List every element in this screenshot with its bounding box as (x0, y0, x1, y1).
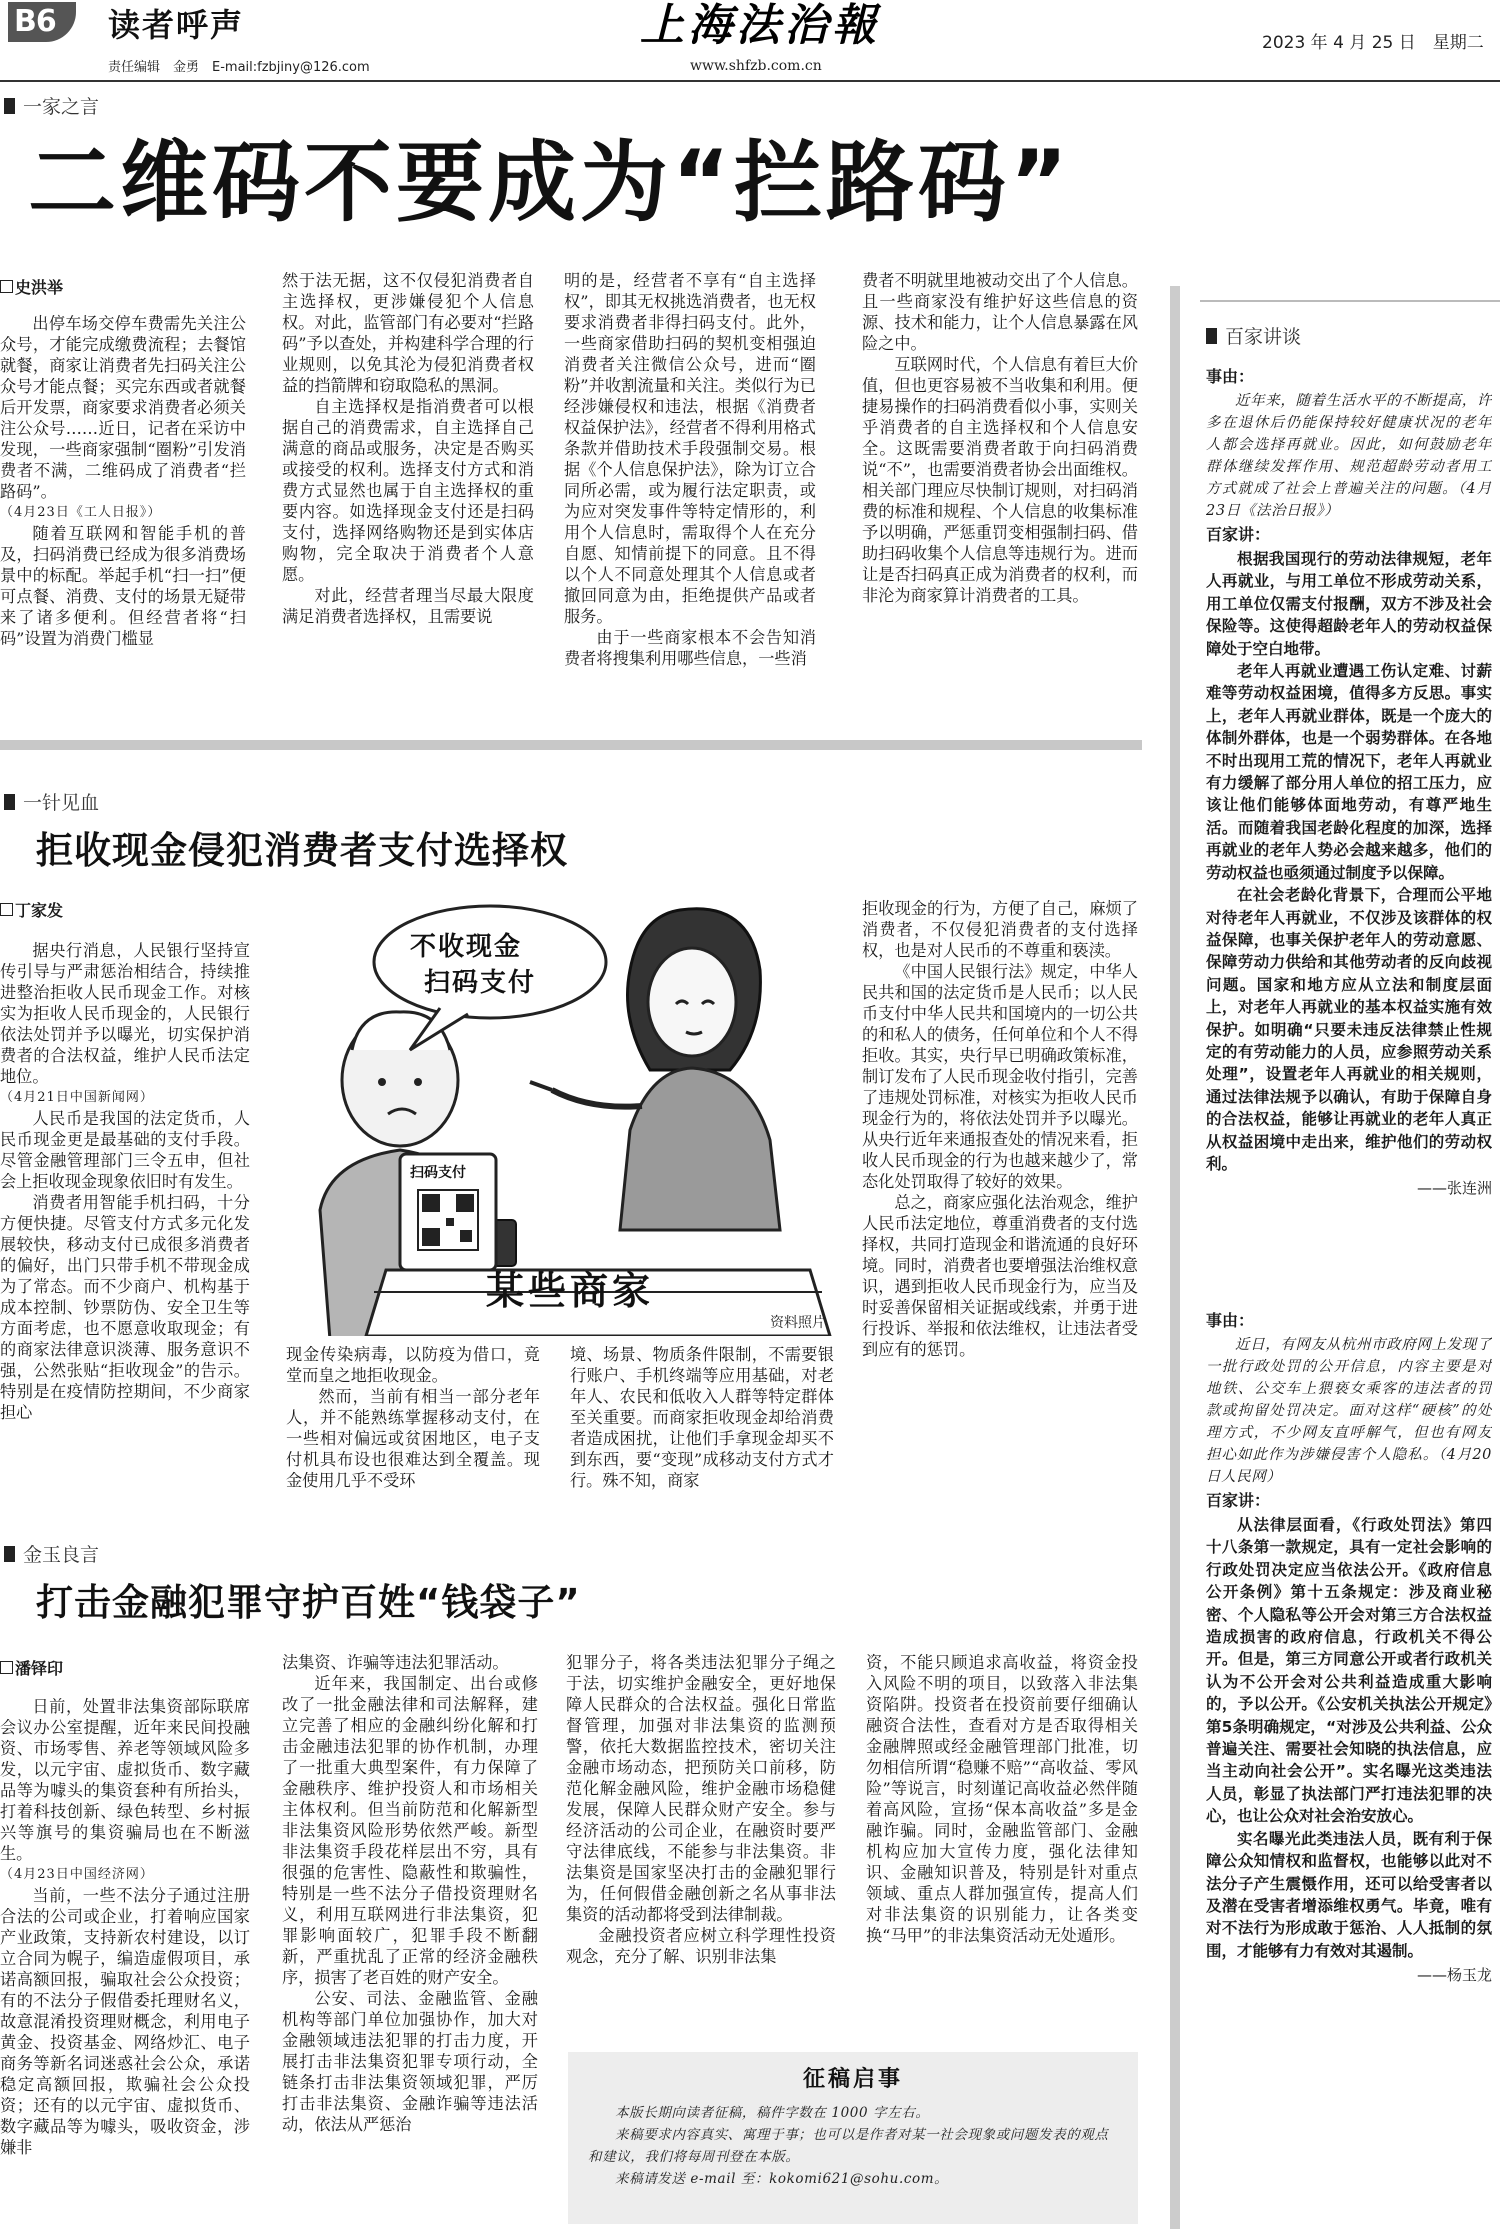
article3-col1: 日前，处置非法集资部际联席会议办公室提醒，近年来民间投融资、市场零售、养老等领域风险多发，以元宇宙、虚拟货币、数字藏品等为噱头的集资套种有所抬头，打着科技创新、绿色转型、乡村振兴等旗号的集资骗局也在不断滋生。 （4月23日中国经济网） 当前，一些不法分子通过注册合法的公司或企业，打着响应国家产业政策，支持新农村建设，以订立合同为幌子，编造虚假项目，承诺高额回报，骗取社会公众投资；有的不法分子假借委托理财名义，故意混淆投资理财概念，利用电子黄金、投资基金、网络炒汇、电子商务等新名词迷惑社会公众，承诺稳定高额回报，欺骗社会公众投资；还有的以元宇宙、虚拟货币、数字藏品等为噱头，吸收资金，涉嫌非 (0, 1697, 250, 2157)
section-divider-1 (0, 740, 1142, 750)
cartoon-caption: 资料照片 (770, 1315, 826, 1331)
article3-col3: 犯罪分子，将各类违法犯罪分子绳之于法，切实维护金融安全，更好地保障人民群众的合法权益。强化日常监督管理，加强对非法集资的监测预警，依托大数据监控技术，密切关注金融市场动态，把预防关口前移，防范化解金融风险，维护金融市场稳健发展，保障人民群众财产安全。参与经济活动的公司企业，在融资时要严守法律底线，不能参与非法集资。非法集资是国家坚决打击的金融犯罪行为，任何假借金融创新之名从事非法集资的活动都将受到法律制裁。 金融投资者应树立科学理性投资观念，充分了解、识别非法集 (566, 1653, 836, 1966)
cartoon-bubble-line1: 不收现金 (410, 932, 523, 962)
section-title: 读者呼声 (108, 6, 245, 44)
article1-headline: 二维码不要成为“拦路码” (28, 131, 1072, 234)
section-label-2: 一针见血 (4, 788, 99, 815)
section-label-3: 金玉良言 (4, 1540, 99, 1567)
article2-col3: 境、场景、物质条件限制，不需要银行账户、手机终端等应用基础，对老年人、农民和低收入人群等特定群体至关重要。而商家拒收现金却给消费者造成困扰，让他们手拿现金却买不到东西，要“变现”成移动支付方式才行。殊不知，商家 (570, 1345, 834, 1490)
cartoon-qr-sign: 扫码支付 (410, 1165, 466, 1181)
article3-col4: 资，不能只顾追求高收益，将资金投入风险不明的项目，以致落入非法集资陷阱。投资者在投资前要仔细确认融资合法性，查看对方是否取得相关金融牌照或经金融管理部门批准，切勿相信所谓“稳赚不赔”“高收益、零风险”等说言，时刻谨记高收益必然伴随着高风险，宣扬“保本高收益”多是金融诈骗。同时，金融监管部门、金融机构应加大宣传力度，强化法律知识、金融知识普及，特别是针对重点领域、重点人群加强宣传，提高人们对非法集资的识别能力，让各类变换“马甲”的非法集资活动无处遁形。 (866, 1653, 1138, 1945)
call-for-papers-body: 本版长期向读者征稿，稿件字数在 1000 字左右。 来稿要求内容真实、寓理于事；也可以是作者对某一社会现象或问题发表的观点和建议，我们将每周刊登在本版。 来稿请发送 e-mail 至：kokomi621@sohu.com。 (588, 2105, 1109, 2187)
sidebar-item-2: 事由： 近日，有网友从杭州市政府网上发现了一批行政处罚的公开信息，内容主要是对地铁、公交车上猥亵女乘客的违法者的罚款或拘留处罚决定。面对这样“硬核”的处理方式，不少网友直呼解气，但也有网友担心如此作为涉嫌侵害个人隐私。（4月20日人民网） 百家讲： 从法律层面看，《行政处罚法》第四十八条第一款规定，具有一定社会影响的行政处罚决定应当依法公开。《政府信息公开条例》第十五条规定：涉及商业秘密、个人隐私等公开会对第三方合法权益造成损害的政府信息，行政机关不得公开。但是，第三方同意公开或者行政机关认为不公开会对公共利益造成重大影响的，予以公开。《公安机关执法公开规定》第5条明确规定，“对涉及公共利益、公众普遍关注、需要社会知晓的执法信息，应当主动向社会公开”。实名曝光这类违法人员，彰显了执法部门严打违法犯罪的决心，也让公众对社会治安放心。 实名曝光此类违法人员，既有利于保障公众知情权和监督权，也能够以此对不法分子产生震慑作用，还可以给受害者以及潜在受害者增添维权勇气。毕竟，唯有对不法行为形成敢于惩治、人人抵制的氛围，才能够有力有效对其遏制。 ——杨玉龙 (1206, 1311, 1492, 1985)
article3-byline: 潘铎印 (0, 1656, 63, 1679)
byline-box-icon (0, 280, 13, 293)
page-number: B6 (14, 4, 56, 39)
sidebar-label: 百家讲谈 (1206, 322, 1301, 349)
cartoon-counter-label: 某些商家 (486, 1269, 655, 1313)
cartoon-illustration (290, 900, 848, 1336)
masthead-rule (0, 80, 1500, 82)
article1-byline: 史洪举 (0, 275, 63, 298)
article1-col1: 出停车场交停车费需先关注公众号，才能完成缴费流程；去餐馆就餐，商家让消费者先扫码关注公众号才能点餐；买完东西或者就餐后开发票，商家要求消费者必须关注公众号……近日，记者在采访中发现，一些商家强制“圈粉”引发消费者不满，二维码成了消费者“拦路码”。 （4月23日《工人日报》） 随着互联网和智能手机的普及，扫码消费已经成为很多消费场景中的标配。举起手机“扫一扫”便可点餐、消费、支付的场景无疑带来了诸多便利。但经营者将“扫码”设置为消费门槛显 (0, 314, 246, 648)
article2-col2: 现金传染病毒，以防疫为借口，竟堂而皇之地拒收现金。 然而，当前有相当一部分老年人，并不能熟练掌握移动支付，在一些相对偏远或贫困地区，电子支付机具布设也很难达到全覆盖。现金使用几乎不受环 (286, 1345, 540, 1490)
article2-headline: 拒收现金侵犯消费者支付选择权 (36, 829, 568, 872)
label-square-icon (4, 98, 15, 114)
issue-date: 2023 年 4 月 25 日 星期二 (1262, 33, 1484, 53)
article2-col1: 据央行消息，人民银行坚持宣传引导与严肃惩治相结合，持续推进整治拒收人民币现金工作。对核实为拒收人民币现金的，人民银行依法处罚并予以曝光，切实保护消费者的合法权益，维护人民币法定地位。 （4月21日中国新闻网） 人民币是我国的法定货币，人民币现金更是最基础的支付手段。尽管金融管理部门三令五申，但社会上拒收现金现象依旧时有发生。 消费者用智能手机扫码，十分方便快捷。尽管支付方式多元化发展较快，移动支付已成很多消费者的偏好，出门只带手机不带现金成为了常态。而不少商户、机构基于成本控制、钞票防伪、安全卫生等方面考虑，也不愿意收取现金；有的商家法律意识淡薄、服务意识不强，公然张贴“拒收现金”的告示。特别是在疫情防控期间，不少商家担心 (0, 941, 250, 1422)
article1-col3: 明的是，经营者不享有“自主选择权”，即其无权挑选消费者，也无权要求消费者非得扫码支付。此外，一些商家借助扫码的契机变相强迫消费者关注微信公众号，进而“圈粉”并收割流量和关注。类似行为已经涉嫌侵权和违法，根据《消费者权益保护法》，经营者不得利用格式条款并借助技术手段强制交易。根据《个人信息保护法》，除为订立合同所必需，或为履行法定职责，或为应对突发事件等特定情形的，利用个人信息时，需取得个人在充分自愿、知情前提下的同意。且不得以个人不同意处理其个人信息或者撤回同意为由，拒绝提供产品或者服务。 由于一些商家根本不会告知消费者将搜集利用哪些信息，一些消 (564, 271, 816, 668)
sidebar-item-1: 事由： 近年来，随着生活水平的不断提高，许多在退休后仍能保持较好健康状况的老年人都会选择再就业。因此，如何鼓励老年群体继续发挥作用、规范超龄劳动者用工方式就成了社会上普遍关注的问题。（4月23日《法治日报》） 百家讲： 根据我国现行的劳动法律规短，老年人再就业，与用工单位不形成劳动关系，用工单位仅需支付报酬，双方不涉及社会保险等。这使得超龄老年人的劳动权益保障处于空白地带。 老年人再就业遭遇工伤认定难、讨薪难等劳动权益困境，值得多方反思。事实上，老年人再就业群体，既是一个庞大的体制外群体，也是一个弱势群体。在各地不时出现用工荒的情况下，老年人再就业有力缓解了部分用人单位的招工压力，应该让他们能够体面地劳动，有尊严地生活。而随着我国老龄化程度的加深，选择再就业的老年人势必会越来越多，他们的劳动权益也亟须通过制度予以保障。 在社会老龄化背景下，合理而公平地对待老年人再就业，不仅涉及该群体的权益保障，也事关保护老年人的劳动意愿、保障劳动力供给和其他劳动者的反向歧视问题。国家和地方应从立法和制度层面上，对老年人再就业的基本权益实施有效保护。如明确“只要未违反法律禁止性规定的有劳动能力的人员，应参照劳动关系处理”，设置老年人再就业的相关规则，通过法律法规予以确认，有助于保障自身的合法权益，能够让再就业的老年人真正从权益困境中走出来，维护他们的劳动权利。 ——张连洲 (1206, 367, 1492, 1198)
paper-name: 上海法治報 (640, 0, 880, 51)
article3-col2: 法集资、诈骗等违法犯罪活动。 近年来，我国制定、出台或修改了一批金融法律和司法解释，建立完善了相应的金融纠纷化解和打击金融违法犯罪的协作机制，办理了一批重大典型案件，有力保障了金融秩序、维护投资人和市场相关主体权利。但当前防范和化解新型非法集资风险形势依然严峻。新型非法集资手段花样层出不穷，具有很强的危害性、隐蔽性和欺骗性，特别是一些不法分子借投资理财名义，利用互联网进行非法集资，犯罪影响面较广，犯罪手段不断翻新，严重扰乱了正常的经济金融秩序，损害了老百姓的财产安全。 公安、司法、金融监管、金融机构等部门单位加强协作，加大对金融领域违法犯罪的打击力度，开展打击非法集资犯罪专项行动，全链条打击非法集资领域犯罪，严厉打击非法集资、金融诈骗等违法活动，依法从严惩治 (282, 1653, 538, 2134)
section-label-1: 一家之言 (4, 92, 99, 119)
sidebar-divider (1170, 286, 1180, 2229)
editor-line: 责任编辑 金勇 E-mail:fzbjiny@126.com (108, 60, 370, 75)
article1-col2: 然于法无据，这不仅侵犯消费者自主选择权，更涉嫌侵犯个人信息权。对此，监管部门有必要对“拦路码”予以查处，并构建科学合理的行业规则，以免其沦为侵犯消费者权益的挡箭牌和窃取隐私的黑洞。 自主选择权是指消费者可以根据自己的消费需求，自主选择自己满意的商品或服务，决定是否购买或接受的权利。选择支付方式和消费方式显然也属于自主选择权的重要内容。如选择现金支付还是扫码支付，选择网络购物还是到实体店购物，完全取决于消费者个人意愿。 对此，经营者理当尽最大限度满足消费者选择权，且需要说 (282, 271, 534, 626)
article2-col4: 拒收现金的行为，方便了自己，麻烦了消费者，不仅侵犯消费者的支付选择权，也是对人民币的不尊重和亵渎。 《中国人民银行法》规定，中华人民共和国的法定货币是人民币；以人民币支付中华人民共和国境内的一切公共的和私人的债务，任何单位和个人不得拒收。其实，央行早已明确政策标准，制订发布了人民币现金收付指引，完善了违规处罚标准，对核实为拒收人民币现金行为的，将依法处罚并予以曝光。从央行近年来通报查处的情况来看，拒收人民币现金的行为也越来越少了，常态化处罚取得了较好的效果。 总之，商家应强化法治观念，维护人民币法定地位，尊重消费者的支付选择权，共同打造现金和谐流通的良好环境。同时，消费者也要增强法治维权意识，遇到拒收人民币现金行为，应当及时妥善保留相关证据或线索，并勇于进行投诉、举报和依法维权，让违法者受到应有的惩罚。 (862, 899, 1138, 1359)
cartoon-bubble-line2: 扫码支付 (424, 968, 537, 998)
article2-byline: 丁家发 (0, 898, 63, 921)
article3-headline: 打击金融犯罪守护百姓“钱袋子” (36, 1581, 581, 1624)
website: www.shfzb.com.cn (690, 58, 822, 74)
sidebar-top-rule (1200, 300, 1500, 302)
article1-col4: 费者不明就里地被动交出了个人信息。且一些商家没有维护好这些信息的资源、技术和能力，让个人信息暴露在风险之中。 互联网时代，个人信息有着巨大价值，但也更容易被不当收集和利用。便捷易操作的扫码消费看似小事，实则关乎消费者的自主选择权和个人信息安全。这既需要消费者敢于向扫码消费说“不”，也需要消费者协会出面维权。相关部门理应尽快制订规则，对扫码消费的标准和规程、个人信息的收集标准予以明确，严惩重罚变相强制扫码、借助扫码收集个人信息等违规行为。进而让是否扫码真正成为消费者的权利，而非沦为商家算计消费者的工具。 (862, 271, 1138, 605)
call-for-papers-title: 征稿启事 (802, 2067, 903, 2092)
